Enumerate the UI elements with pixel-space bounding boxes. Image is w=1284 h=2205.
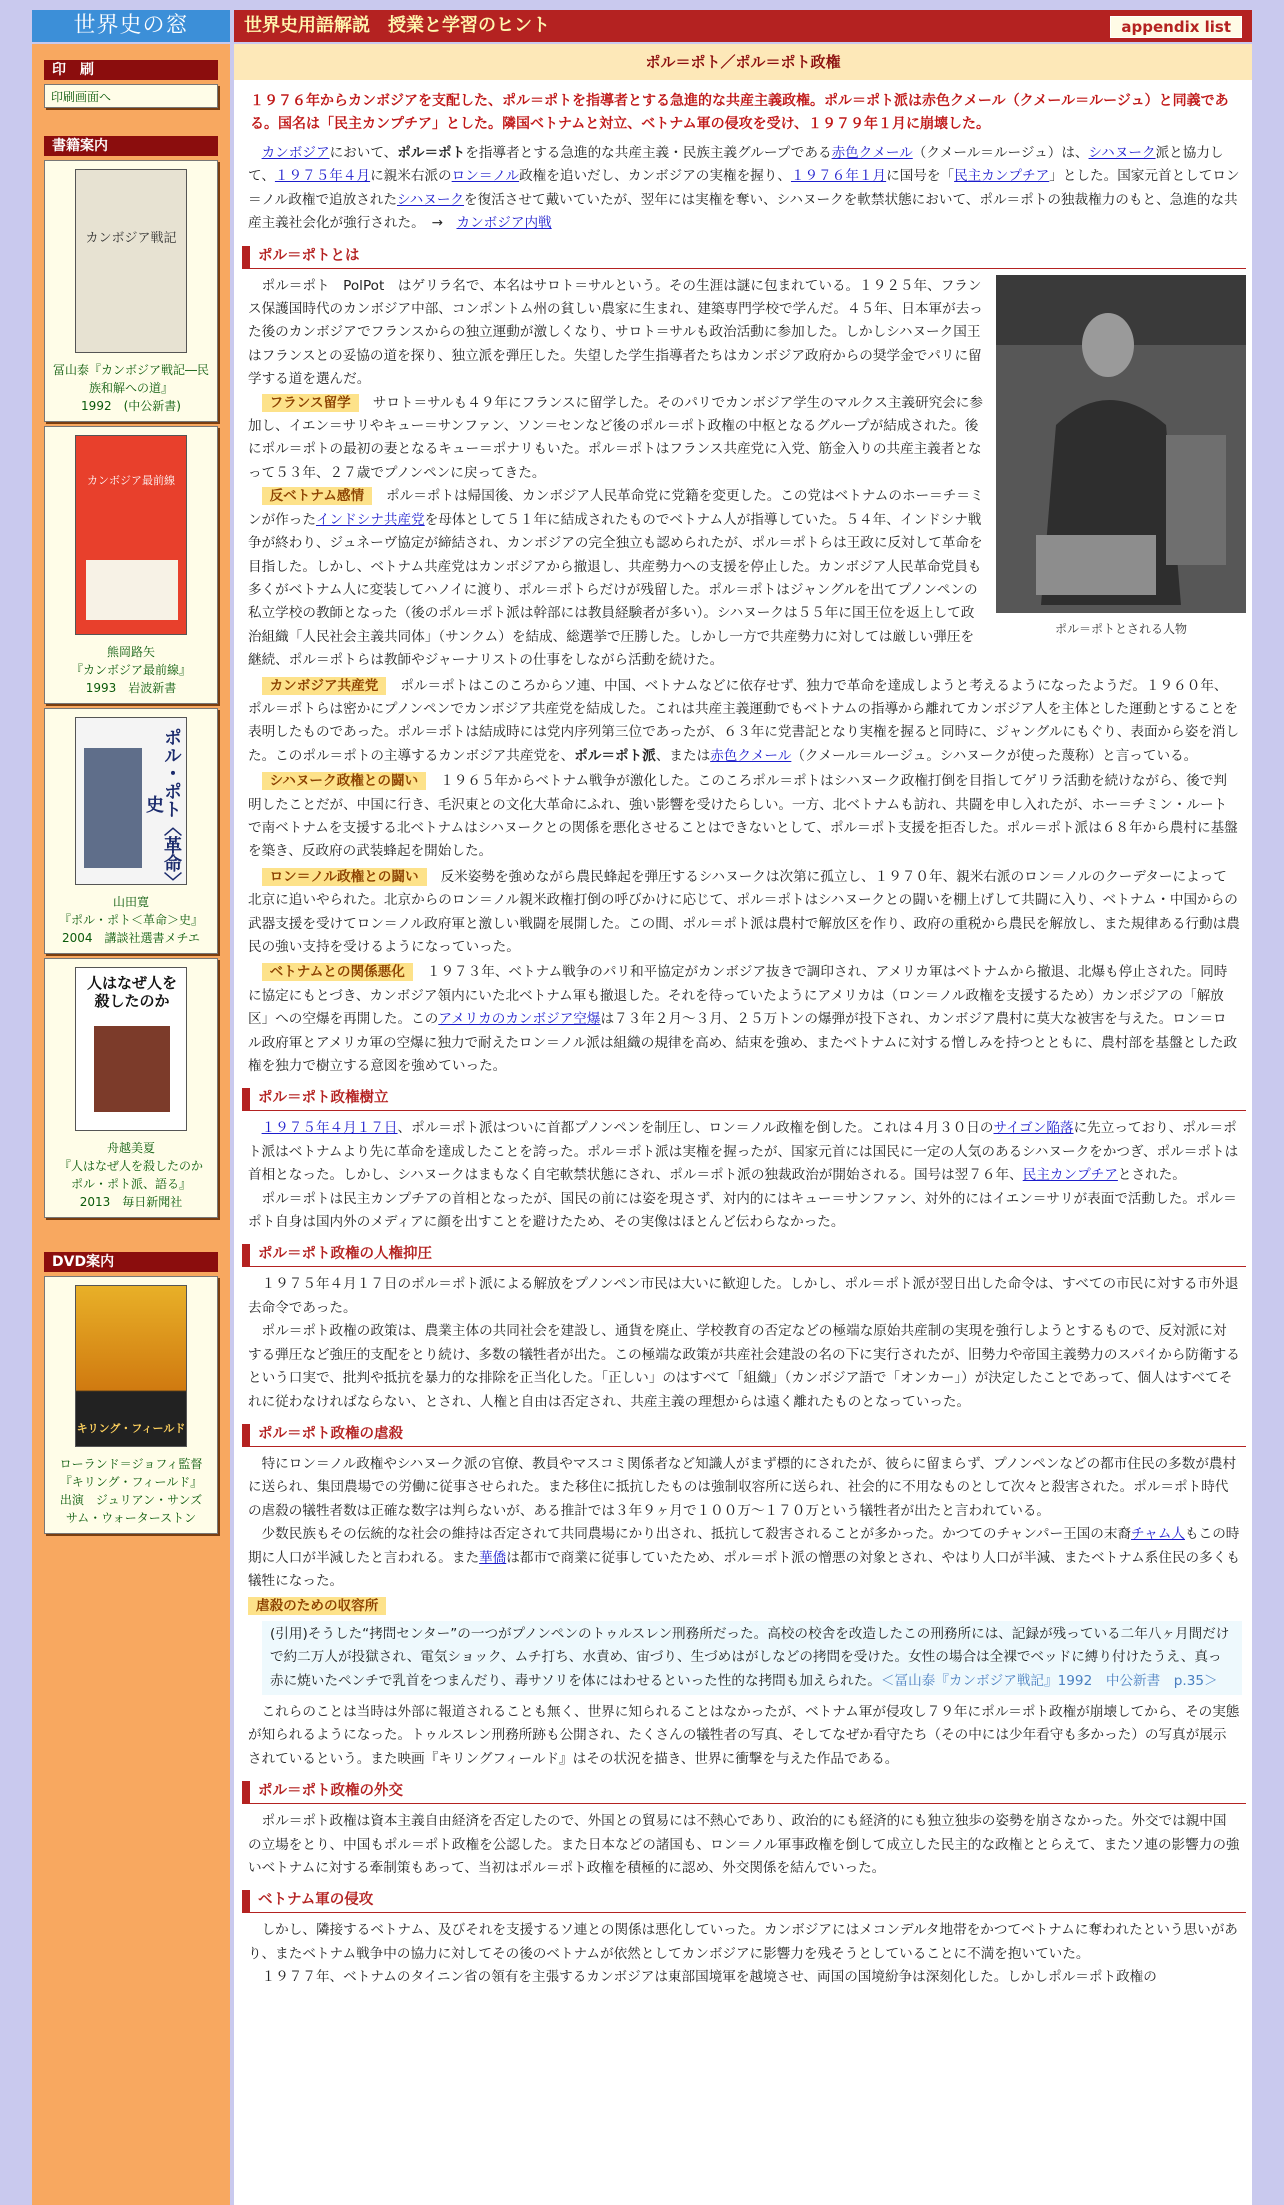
section-heading: ポル＝ポト政権の人権抑圧 [242, 1244, 1246, 1267]
paragraph: これらのことは当時は外部に報道されることも無く、世界に知られることはなかったが、ベトナム軍が侵攻し７９年にポル＝ポト政権が崩壊してから、その実態が知られるようになった。トゥルスレン刑務所跡も公開され、たくさんの犠牲者の写真、そしてなぜか看守たち（その中には少年看守も多かった）の写真が展示されているという。また映画『キリングフィールド』はその状況を描き、世界に衝撃を与えた作品である。 [248, 1703, 1240, 1767]
appendix-link[interactable]: appendix list [1110, 16, 1242, 38]
dvd-cover-title: キリング・フィールド [76, 1422, 186, 1435]
book-caption[interactable]: 熊岡路矢 『カンボジア最前線』 1993 岩波新書 [70, 645, 191, 695]
link-indochina-communist-party[interactable]: インドシナ共産党 [315, 511, 425, 528]
link-democratic-kampuchea[interactable]: 民主カンプチア [954, 168, 1050, 185]
keyword-label: ロン＝ノル政権との闘い [262, 868, 427, 886]
section-heading: ポル＝ポト政権樹立 [242, 1088, 1246, 1111]
paragraph: ロン＝ノル政権との闘い 反米姿勢を強めながら農民蜂起を弾圧するシハヌークは次第に孤立し、１９７０年、親米右派のロン＝ノルのクーデターによって北京に追いやられた。北京からのロン＝ノル親米政権打倒の呼びかけに応じて、ポル＝ポトはシハヌークとの闘いを棚上げして共闘に入り、ベトナム・中国からの武器支援を受けてロン＝ノル政府軍と激しい戦闘を展開した。この間、ポル＝ポト派は農村で解放区を作り、政府の重税から農民を解放し、また規律ある行動は農民の強い支持を受けるようになっていった。 [248, 868, 1240, 955]
link-lon-nol[interactable]: ロン＝ノル [451, 168, 520, 185]
print-link[interactable]: 印刷画面へ [44, 84, 218, 108]
sidebar [32, 44, 230, 2205]
link-us-bombing-cambodia[interactable]: アメリカのカンボジア空爆 [438, 1011, 601, 1028]
section-heading: ポル＝ポト政権の虐殺 [242, 1424, 1246, 1447]
section-heading: ポル＝ポト政権の外交 [242, 1781, 1246, 1804]
book-item[interactable] [44, 708, 218, 954]
link-cham-people[interactable]: チャム人 [1131, 1526, 1186, 1543]
book-cover-title: ポル・ポト〈革命〉史 [143, 727, 182, 881]
dvd-item[interactable] [44, 1276, 218, 1534]
paragraph: しかし、隣接するベトナム、及びそれを支援するソ連との関係は悪化していった。カンボジアにはメコンデルタ地帯をかつてベトナムに奪われたという思いがあり、またベトナム戦争中の協力に対してその後のベトナムが依然としてカンボジアに影響力を残そうとしていることに不満を抱いていた。 [248, 1922, 1238, 1962]
book-caption[interactable]: 冨山泰『カンボジア戦記―民族和解への道』 1992 (中公新書) [52, 363, 209, 413]
site-title[interactable]: 世界史の窓 [73, 13, 189, 38]
link-red-khmer[interactable]: 赤色クメール [831, 145, 913, 161]
header-title: 世界史用語解説 授業と学習のヒント [244, 15, 550, 36]
paragraph: ポル＝ポト PolPot はゲリラ名で、本名はサロト＝サルという。その生涯は謎に包まれている。１９２５年、フランス保護国時代のカンボジア中部、コンポントム州の貧しい農家に生まれ、建築専門学校で学んだ。４５年、日本軍が去った後のカンボジアでフランスからの独立運動が激しくなり、サロト＝サルも政治活動に参加した。しかしシハヌーク国王はフランスとの妥協の道を探り、独立派を弾圧した。失望した学生指導者たちはカンボジア政府からの奨学金でパリに留学する道を選んだ。 [248, 277, 983, 388]
link-overseas-chinese[interactable]: 華僑 [479, 1549, 507, 1566]
paragraph: シハヌーク政権との闘い １９６５年からベトナム戦争が激化した。このころポル＝ポトはシハヌーク政権打倒を目指してゲリラ活動を続けながら、後で判明したことだが、中国に行き、毛沢東との文化大革命にふれ、強い影響を受けたらしい。一方、北ベトナムも訪れ、共闘を申し入れたが、ホー＝チミン・ルートで南ベトナムを支援する北ベトナムはシハヌークとの関係を悪化させることはできないとして、ポル＝ポト支援を拒否した。ポル＝ポト派は６８年から農村に基盤を築き、反政府の武装蜂起を開始した。 [248, 773, 1238, 860]
paragraph [234, 1595, 1252, 1618]
paragraph: １９７７年、ベトナムのタイニン省の領有を主張するカンボジアは東部国境軍を越境させ、両国の国境紛争は深刻化した。しかしポル＝ポト政権の [261, 1969, 1157, 1986]
paragraph: フランス留学 サロト＝サルも４９年にフランスに留学した。そのパリでカンボジア学生のマルクス主義研究会に参加し、イエン＝サリやキュー＝サンファン、ソン＝センなど後のポル＝ポト政権の中枢となるグループが結成された。後にポル＝ポトの最初の妻となるキュー＝ポナリもいた。ポル＝ポトはフランス共産党に入党、筋金入りの共産主義者となって５３年、２７歳でプノンペンに戻ってきた。 [248, 394, 983, 481]
keyword-label: シハヌーク政権との闘い [262, 772, 427, 790]
lead-summary: １９７６年からカンボジアを支配した、ポル＝ポトを指導者とする急進的な共産主義政権。ポル＝ポト派は赤色クメール（クメール＝ルージュ）と同義である。国名は「民主カンプチア」とした。隣国ベトナムと対立、ベトナム軍の侵攻を受け、１９７９年１月に崩壊した。 [250, 93, 1229, 132]
intro-paragraph: カンボジアにおいて、ポル＝ポトを指導者とする急進的な共産主義・民族主義グループである赤色クメール（クメール＝ルージュ）は、シハヌーク派と協力して、１９７５年４月に親米右派のロン＝ノル政権を追いだし、カンボジアの実権を握り、１９７６年１月に国号を「民主カンプチア」とした。国家元首としてロン＝ノル政権で追放されたシハヌークを復活させて戴いていたが、翌年には実権を奪い、シハヌークを軟禁状態において、ポル＝ポトの独裁権力のもと、急進的な共産主義社会化が強行された。 → カンボジア内戦 [248, 145, 1240, 232]
paragraph: ポル＝ポトは民主カンプチアの首相となったが、国民の前には姿を現さず、対内的にはキュー＝サンファン、対外的にはイエン＝サリが表面で活動した。ポル＝ポト自身は国内外のメディアに顔を出すことを避けたため、その実像はほとんど伝わらなかった。 [248, 1190, 1237, 1231]
paragraph: 少数民族もその伝統的な社会の維持は否定されて共同農場にかり出され、抵抗して殺害されることが多かった。かつてのチャンパー王国の末裔チャム人もこの時期に人口が半減したと言われる。また華僑は都市で商業に従事していたため、ポル＝ポト派の憎悪の対象とされ、やはり人口が半減、またベトナム系住民の多くも犠牲になった。 [248, 1526, 1240, 1589]
right-margin [1254, 0, 1284, 2205]
book-cover-title: 人はなぜ人を殺したのか [86, 974, 177, 1010]
page-title: ポル＝ポト／ポル＝ポト政権 [234, 44, 1252, 80]
link-fall-of-saigon[interactable]: サイゴン陥落 [993, 1120, 1074, 1137]
photo-caption: ポル＝ポトとされる人物 [1054, 621, 1187, 636]
portrait-photo [996, 275, 1246, 613]
link-cambodia[interactable]: カンボジア [261, 145, 330, 161]
keyword-label: カンボジア共産党 [262, 677, 387, 695]
keyword-label: 反ベトナム感情 [262, 487, 372, 505]
link-cambodian-civil-war[interactable]: カンボジア内戦 [456, 215, 552, 232]
book-item[interactable] [44, 426, 218, 704]
main-content [234, 44, 1252, 2205]
paragraph: ポル＝ポト政権は資本主義自由経済を否定したので、外国との貿易には不熱心であり、政治的にも経済的にも独立独歩の姿勢を崩さなかった。外交では親中国の立場をとり、中国もポル＝ポト政権を公認した。また日本などの諸国も、ロン＝ノル軍事政権を倒して成立した民主的な政権ととらえて、またソ連の影響力の強いベトナムに対する牽制策もあって、当初はポル＝ポト政権を積極的に認め、外交関係を結んでいった。 [248, 1813, 1240, 1876]
header-bar [234, 10, 1252, 42]
dvd-heading: DVD案内 [44, 1252, 218, 1272]
book-cover-title: カンボジア最前線 [87, 474, 175, 487]
book-caption[interactable]: 舟越美夏 『人はなぜ人を殺したのか ポル・ポト派、語る』 2013 毎日新聞社 [58, 1141, 203, 1209]
keyword-label: ベトナムとの関係悪化 [262, 963, 413, 981]
paragraph: １９７５年４月１７日のポル＝ポト派による解放をプノンペン市民は大いに歓迎した。しかし、ポル＝ポト派が翌日出した命令は、すべての市民に対する市外退去命令であった。 [248, 1276, 1239, 1316]
link-1975-april[interactable]: １９７５年４月 [274, 168, 371, 185]
books-heading: 書籍案内 [44, 136, 218, 156]
keyword-label: 虐殺のための収容所 [248, 1597, 386, 1615]
link-democratic-kampuchea-2[interactable]: 民主カンプチア [1022, 1167, 1118, 1184]
quotation-block: (引用)そうした“拷問センター”の一つがプノンペンのトゥルスレン刑務所だった。高校の校舎を改造したこの刑務所には、記録が残っている二年八ヶ月間だけで約二万人が投獄され、電気ショック、ムチ打ち、水責め、宙づり、生づめはがしなどの拷問を受けた。女性の場合は全裸でベッドに縛り付けたうえ、真っ赤に焼いたペンチで乳首をつまんだり、毒サソリを体にはわせるといった性的な拷問も加えられた。＜冨山泰『カンボジア戦記』1992 中公新書 p.35＞ [262, 1621, 1242, 1695]
paragraph: ポル＝ポト政権の政策は、農業主体の共同社会を建設し、通貨を廃止、学校教育の否定などの極端な原始共産制の実現を強行しようとするもので、反対派に対する弾圧など強圧的支配をとり続け、多数の犠牲者が出た。この極端な政策が共産社会建設の名の下に実行されたが、旧勢力や帝国主義勢力のスパイから防衛するという口実で、批判や抵抗を暴力的な排除を正当化した。「正しい」のはすべて「組織」（カンボジア語で「オンカー」）が決定したことであって、個人はすべてそれに従わなければならない、とされ、人権と自由は否定され、共産主義の理想からは遠く離れたものとなっていった。 [248, 1323, 1240, 1410]
print-heading: 印 刷 [44, 60, 218, 80]
site-logo[interactable] [32, 10, 230, 42]
link-1976-january[interactable]: １９７６年１月 [790, 168, 887, 185]
link-1975-april-17[interactable]: １９７５年４月１７日 [261, 1120, 398, 1137]
book-cover-title: カンボジア戦記 [85, 231, 177, 246]
dvd-cover[interactable] [75, 1285, 187, 1447]
book-item[interactable] [44, 160, 218, 422]
book-cover-1[interactable] [75, 169, 187, 353]
link-red-khmer-2[interactable]: 赤色クメール [710, 747, 792, 764]
link-sihanouk-2[interactable]: シハヌーク [397, 191, 465, 208]
left-margin [0, 0, 25, 2205]
section-heading: ポル＝ポトとは [242, 246, 1246, 269]
quote-source: ＜冨山泰『カンボジア戦記』1992 中公新書 p.35＞ [880, 1672, 1218, 1689]
paragraph: 特にロン＝ノル政権やシハヌーク派の官僚、教員やマスコミ関係者など知識人がまず標的にされたが、彼らに留まらず、プノンペンなどの都市住民の多数が農村に送られ、集団農場での労働に従事させられた。また移住に抵抗したものは強制収容所に送られ、社会的に不用なものとして次々と殺害された。ポル＝ポト時代の虐殺の犠牲者数は正確な数字は判らないが、ある推計では３年９ヶ月で１００万～１７０万という犠牲者が出たと言われている。 [248, 1455, 1237, 1519]
paragraph: ベトナムとの関係悪化 １９７３年、ベトナム戦争のパリ和平協定がカンボジア抜きで調印され、アメリカ軍はベトナムから撤退、北爆も停止された。同時に協定にもとづき、カンボジア領内にいた北ベトナム軍も撤退した。それを待っていたようにアメリカは（ロン＝ノル政権を支援するため）カンボジアの「解放区」への空爆を再開した。このアメリカのカンボジア空爆は７３年２月～３月、２５万トンの爆弾が投下され、カンボジア農村に莫大な被害を与えた。ロン＝ロル政府軍とアメリカ軍の空爆に独力で耐えたロン＝ノル派は組織の規律を高め、結束を強め、またベトナムに対する憎しみを持つとともに、農村部を基盤とした政権を独力で樹立する意図を強めていった。 [248, 964, 1238, 1075]
book-cover-2[interactable] [75, 435, 187, 635]
paragraph: １９７５年４月１７日、ポル＝ポト派はついに首都プノンペンを制圧し、ロン＝ノル政権を倒した。これは４月３０日のサイゴン陥落に先立っており、ポル＝ポト派はベトナムより先に革命を達成したことを誇った。ポル＝ポト派は実権を握ったが、国家元首には国民に一定の人気のあるシハヌークをかつぎ、ポル＝ポトは首相となった。しかし、シハヌークはまもなく自宅軟禁状態にされ、ポル＝ポト派の独裁政治が開始される。国号は翌７６年、民主カンプチアとされた。 [248, 1120, 1239, 1184]
paragraph: カンボジア共産党 ポル＝ポトはこのころからソ連、中国、ベトナムなどに依存せず、独力で革命を達成しようと考えるようになったようだ。１９６０年、ポル＝ポトらは密かにプノンペンでカンボジア共産党を結成した。これは共産主義運動でもベトナムの指導から離れてカンボジア人を主体とした運動とすることを表明したものであった。ポル＝ポトは結成時には党内序列第三位であったが、６３年に党書記となり実権を握ると同時に、ジャングルにもぐり、表面から姿を消した。このポル＝ポトの主導するカンボジア共産党を、ポル＝ポト派、または赤色クメール（クメール＝ルージュ。シハヌークが使った蔑称）と言っている。 [248, 677, 1240, 764]
portrait-figure [996, 275, 1246, 637]
dvd-caption[interactable]: ローランド＝ジョフィ監督 『キリング・フィールド』 出演 ジュリアン・サンズ サム・ウォーターストン [59, 1457, 203, 1525]
keyword-label: フランス留学 [262, 394, 359, 412]
paragraph: 反ベトナム感情 ポル＝ポトは帰国後、カンボジア人民革命党に党籍を変更した。この党はベトナムのホー＝チ＝ミンが作ったインドシナ共産党を母体として５１年に結成されたものでベトナム人が指導していた。５４年、インドシナ戦争が終わり、ジュネーヴ協定が締結され、カンボジアの完全独立も認められたが、ポル＝ポトらは王政に反対して革命を目指した。しかし、ベトナム共産党はカンボジアから撤退し、共産勢力への支援を停止した。カンボジア人民革命党員も多くがベトナム人に変装してハノイに渡り、ポル＝ポトらだけが残留した。ポル＝ポトはジャングルを出てプノンペンの私立学校の教師となった（後のポル＝ポト派は幹部には教員経験者が多い）。シハヌークは５５年に国王位を返上して政治組織「人民社会主義共同体」（サンクム）を結成、総選挙で圧勝した。しかし一方で共産勢力に対しては厳しい弾圧を継続、ポル＝ポトらは教師やジャーナリストの仕事をしながら活動を続けた。 [248, 488, 984, 669]
book-cover-3[interactable] [75, 717, 187, 885]
book-caption[interactable]: 山田寛 『ポル・ポト＜革命＞史』 2004 講談社選書メチエ [58, 895, 203, 945]
book-item[interactable] [44, 958, 218, 1218]
section-heading: ベトナム軍の侵攻 [242, 1890, 1246, 1913]
link-sihanouk[interactable]: シハヌーク [1088, 145, 1156, 161]
book-cover-4[interactable] [75, 967, 187, 1131]
